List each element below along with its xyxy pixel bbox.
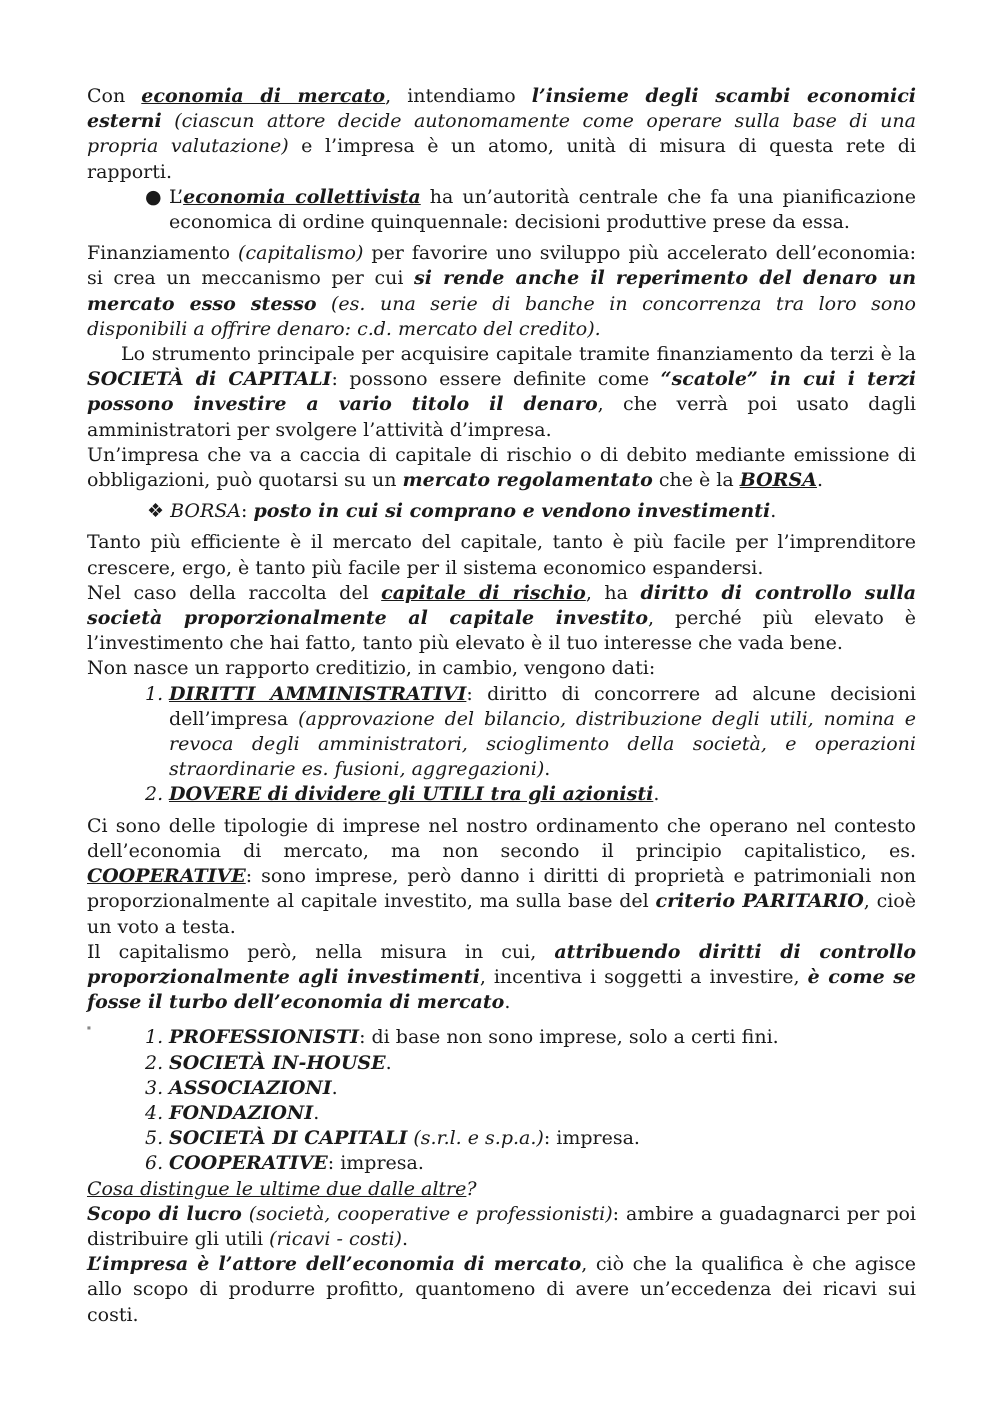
term-dovere-utili: DOVERE di dividere gli UTILI tra gli azionisti	[169, 783, 654, 806]
text: Nel caso della raccolta del	[87, 581, 382, 604]
text: Con	[87, 85, 142, 107]
text: : diritto di concorrere ad alcune decisioni dell’impresa	[169, 682, 917, 730]
list-item	[87, 682, 916, 783]
text: .	[385, 1051, 392, 1074]
paragraph-capitalismo	[87, 940, 916, 1016]
text: .	[816, 469, 823, 492]
text: .	[653, 783, 660, 806]
emphasis: mercato regolamentato	[402, 469, 653, 492]
list-item	[87, 1051, 916, 1076]
text: , intendiamo	[385, 85, 532, 107]
paragraph-capitale-di-rischio	[87, 581, 916, 657]
text: , ha	[585, 581, 641, 604]
paragraph-economia-di-mercato	[87, 84, 916, 185]
emphasis: criterio PARITARIO	[655, 890, 864, 913]
document-page	[87, 84, 916, 1328]
term: ASSOCIAZIONI	[169, 1076, 332, 1099]
paragraph-mercato-capitale: Tanto più efficiente è il mercato del capitale, tanto è più facile per l’imprenditore crescere, ergo, è tanto più facile per il sistema economico espandersi.	[87, 531, 916, 579]
term-societa-di-capitali: SOCIETÀ di CAPITALI	[87, 368, 332, 391]
list-item	[87, 782, 916, 807]
list-item	[87, 185, 916, 235]
emphasis: si rende anche il reperimento del denaro un mercato esso stesso	[87, 267, 917, 315]
text: .	[504, 991, 511, 1014]
list-item	[87, 1025, 916, 1050]
emphasis: “scatole” in cui i terzi possono investire a vario titolo il denaro	[87, 368, 916, 416]
list-number: 5.	[145, 1127, 164, 1150]
term: PROFESSIONISTI	[169, 1026, 360, 1049]
numbered-list-soggetti	[87, 1025, 916, 1176]
text: : di base non sono imprese, solo a certi fini.	[359, 1026, 779, 1049]
aside: (ricavi - costi)	[269, 1227, 402, 1250]
paragraph-rapporto-creditizio: Non nasce un rapporto creditizio, in cambio, vengono dati:	[87, 657, 656, 680]
term: FONDAZIONI	[169, 1101, 314, 1124]
list-number: 4.	[145, 1101, 164, 1124]
aside: (ciascun attore decide autonomamente come operare sulla base di una propria valutazione)	[87, 110, 916, 158]
term: SOCIETÀ DI CAPITALI	[169, 1127, 408, 1150]
list-number: 1.	[145, 1026, 164, 1049]
emphasis: posto in cui si comprano e vendono investimenti	[253, 500, 771, 523]
text: : possono essere definite come	[331, 368, 661, 391]
text: , incentiva i soggetti a investire,	[479, 965, 808, 988]
marker-icon: ■	[87, 1025, 91, 1031]
aside: (approvazione del bilancio, distribuzione degli utili, nomina e revoca degli amministratori, scioglimento della società, e operazioni straordinarie es. fusioni, aggregazioni)	[169, 707, 916, 781]
term-economia-di-mercato: economia di mercato	[141, 85, 386, 107]
term: SOCIETÀ IN-HOUSE	[169, 1051, 386, 1074]
text: : impresa.	[543, 1127, 640, 1150]
paragraph-societa-di-capitali	[87, 342, 916, 443]
emphasis: L’impresa è l’attore dell’economia di mercato	[87, 1253, 582, 1276]
term: COOPERATIVE	[169, 1152, 328, 1175]
list-item	[87, 1101, 916, 1126]
term: BORSA	[170, 500, 242, 523]
text: :	[241, 500, 254, 523]
aside: (società, cooperative e professionisti)	[241, 1202, 613, 1225]
list-item	[87, 1151, 916, 1176]
text: Un’impresa che va a caccia di capitale di rischio o di debito mediante emissione di obbligazioni, può quotarsi su un	[87, 443, 916, 492]
text: L’	[169, 185, 184, 208]
text: Finanziamento	[87, 242, 239, 265]
text: , che verrà poi usato dagli amministratori per svolgere l’attività d’impresa.	[87, 393, 916, 441]
list-number: 2.	[145, 1051, 164, 1074]
paragraph-question	[87, 1177, 916, 1202]
list-item	[87, 1126, 916, 1151]
text: Il capitalismo però, nella misura in cui,	[87, 940, 555, 963]
text: .	[313, 1101, 320, 1124]
text: .	[544, 758, 551, 781]
list-number: 1.	[145, 682, 164, 705]
text: e l’impresa è un atomo, unità di misura di questa rete di rapporti.	[87, 135, 916, 183]
paragraph-scopo-di-lucro	[87, 1202, 916, 1252]
text: : sono imprese, però danno i diritti di proprietà e patrimoniali non proporzionalmente al capitale investito, ma sulla base del	[87, 865, 916, 913]
text: che è la	[652, 469, 740, 492]
question-text: Cosa distingue le ultime due dalle altre	[87, 1177, 467, 1200]
list-number: 6.	[145, 1152, 164, 1175]
emphasis: l’insieme degli scambi economici esterni	[87, 85, 916, 133]
term-borsa: BORSA	[739, 469, 817, 492]
text: per favorire uno sviluppo più accelerato dell’economia: si crea un meccanismo per cui	[87, 242, 916, 290]
text: : impresa.	[327, 1152, 424, 1175]
paragraph-impresa-attore	[87, 1252, 916, 1328]
paragraph-finanziamento	[87, 241, 916, 342]
text: : ambire a guadagnarci per poi distribuire gli utili	[87, 1202, 916, 1250]
list-number: 2.	[145, 783, 164, 806]
text: .	[770, 500, 777, 523]
text: ha un’autorità centrale che fa una pianificazione economica di ordine quinquennale: decisioni produttive prese da essa.	[169, 185, 916, 234]
aside: (s.r.l. e s.p.a.)	[407, 1127, 544, 1150]
bullet-icon: ●	[145, 185, 162, 208]
numbered-list-diritti	[87, 682, 916, 808]
borsa-definition-item	[87, 499, 916, 524]
question-mark: ?	[466, 1177, 477, 1200]
term-scopo-di-lucro: Scopo di lucro	[87, 1202, 242, 1225]
text: Ci sono delle tipologie di imprese nel nostro ordinamento che operano nel contesto dell’economia di mercato, ma non secondo il principio capitalistico, es.	[87, 814, 916, 862]
bullet-list	[87, 185, 916, 235]
text: , ciò che la qualifica è che agisce allo scopo di produrre profitto, quantomeno di avere un’eccedenza dei ricavi sui costi.	[87, 1253, 917, 1326]
emphasis: è come se fosse il turbo dell’economia di mercato	[87, 965, 916, 1014]
list-number: 3.	[145, 1076, 164, 1099]
small-marker	[87, 1015, 916, 1031]
diamond-bullet-icon: ❖	[147, 500, 165, 523]
term-economia-collettivista: economia collettivista	[183, 185, 421, 208]
text: , cioè un voto a testa.	[87, 890, 916, 938]
text: , perché più elevato è l’investimento che hai fatto, tanto più elevato è il tuo interesse che vada bene.	[87, 607, 916, 655]
emphasis: attribuendo diritti di controllo proporzionalmente agli investimenti	[87, 940, 916, 988]
emphasis: diritto di controllo sulla società proporzionalmente al capitale investito	[87, 581, 917, 630]
paragraph-borsa	[87, 443, 916, 493]
text: Lo strumento principale per acquisire capitale tramite finanziamento da terzi è la	[121, 343, 916, 366]
list-item	[87, 1076, 916, 1101]
text: .	[401, 1227, 408, 1250]
aside: (es. una serie di banche in concorrenza tra loro sono disponibili a offrire denaro: c.d. mercato del credito).	[87, 292, 916, 340]
paragraph-cooperative	[87, 814, 916, 940]
term-capitale-di-rischio: capitale di rischio	[381, 581, 586, 604]
text: .	[331, 1076, 338, 1099]
term-cooperative: COOPERATIVE	[87, 865, 246, 888]
aside: (capitalismo)	[238, 242, 364, 265]
term-diritti-amministrativi: DIRITTI AMMINISTRATIVI	[169, 682, 467, 705]
